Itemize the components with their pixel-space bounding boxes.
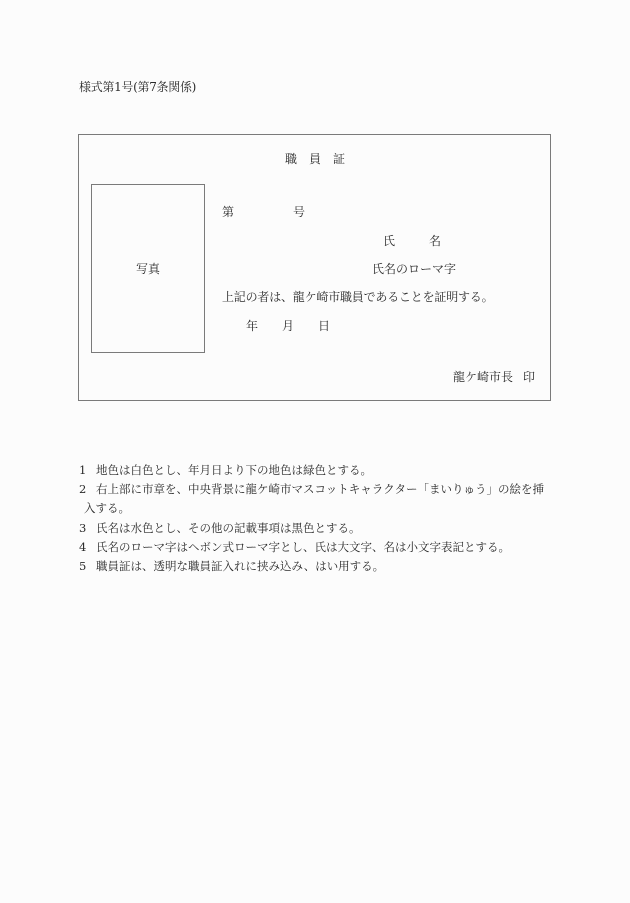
note-number: 5 <box>79 558 87 573</box>
note-item <box>79 461 559 480</box>
note-number: 4 <box>79 539 87 554</box>
note-text: 氏名のローマ字はヘボン式ローマ字とし、氏は大文字、名は小文字表記とする。 <box>96 539 510 554</box>
note-number: 1 <box>79 463 87 477</box>
card-title: 職員証 <box>285 152 358 166</box>
note-text: 地色は白色とし、年月日より下の地色は緑色とする。 <box>96 463 372 477</box>
certification-text: 上記の者は、龍ケ崎市職員であることを証明する。 <box>222 290 494 304</box>
form-label: 様式第1号(第7条関係) <box>79 80 197 94</box>
note-text: 職員証は、透明な職員証入れに挟み込み、はい用する。 <box>96 558 385 573</box>
issuer-label: 龍ケ崎市長 <box>453 370 514 384</box>
name-surname-label: 氏 <box>383 234 396 248</box>
number-suffix: 号 <box>293 205 306 219</box>
date-month-label: 月 <box>282 319 295 333</box>
note-text: 氏名は水色とし、その他の記載事項は黒色とする。 <box>96 520 361 535</box>
note-number: 2 <box>79 482 87 497</box>
photo-label: 写真 <box>136 262 161 276</box>
note-continuation: 入する。 <box>84 501 130 516</box>
date-year-label: 年 <box>246 319 259 333</box>
name-given-label: 名 <box>429 234 442 248</box>
note-text: 右上部に市章を、中央背景に龍ケ崎市マスコットキャラクター「まいりゅう」の絵を挿 <box>96 482 545 497</box>
romaji-name-label: 氏名のローマ字 <box>372 262 457 276</box>
notes-list <box>79 461 559 576</box>
note-item <box>79 557 559 576</box>
note-item <box>79 519 559 538</box>
seal-label: 印 <box>523 370 536 384</box>
number-prefix: 第 <box>222 205 235 219</box>
note-item <box>79 538 559 557</box>
date-day-label: 日 <box>318 319 331 333</box>
note-number: 3 <box>79 520 87 535</box>
note-item <box>79 480 559 499</box>
